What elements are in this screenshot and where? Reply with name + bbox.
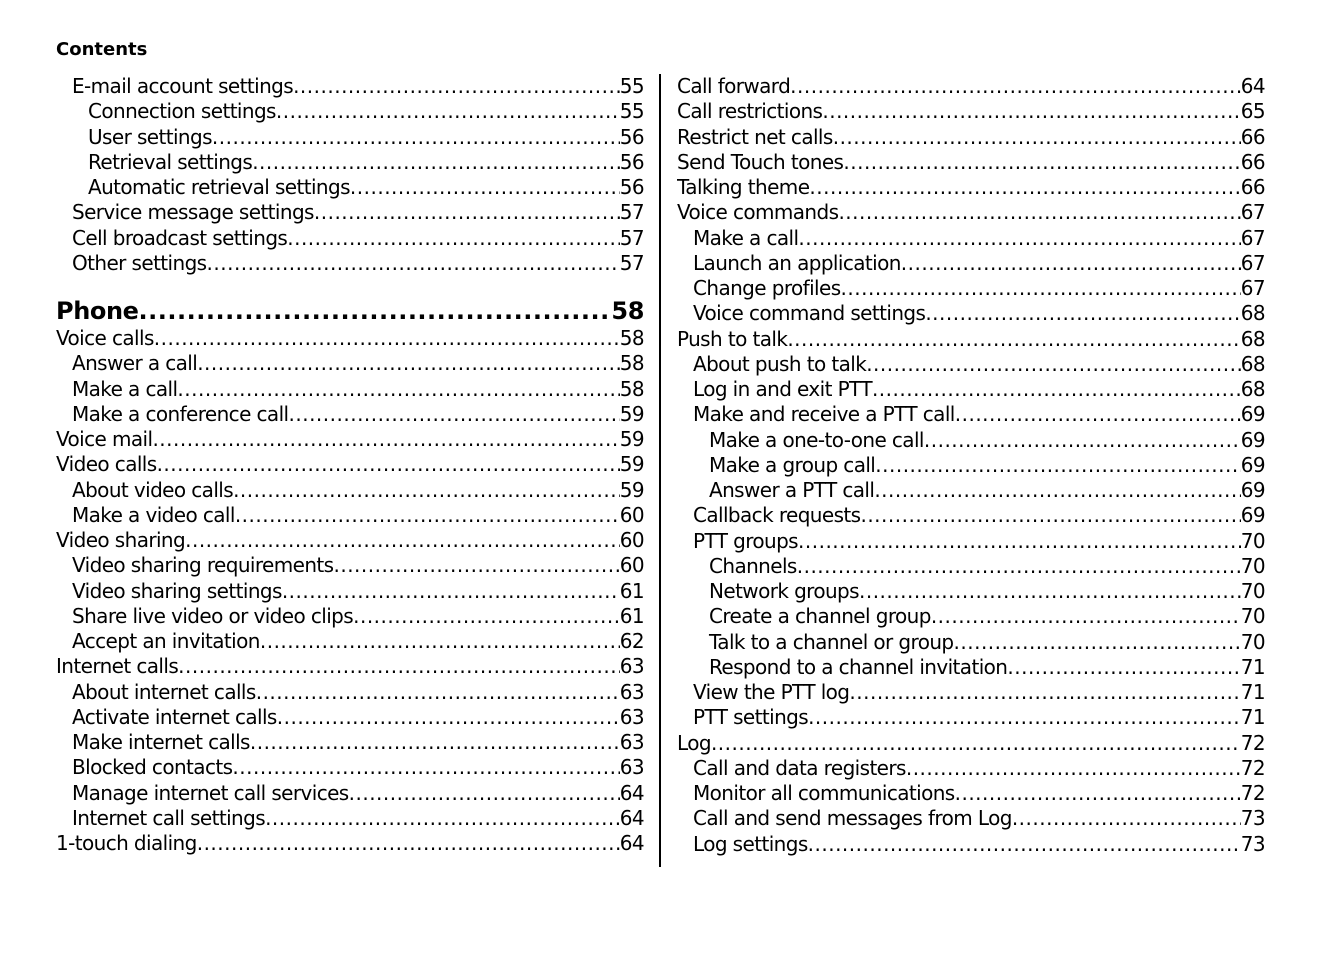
page-header-title: Contents [56,39,148,60]
toc-dot-leader [711,731,1241,756]
toc-dot-leader [154,326,620,351]
toc-entry-title: Blocked contacts [72,755,233,780]
toc-entry-title: Log [677,730,711,755]
toc-entry-page-number: 67 [1240,250,1265,275]
toc-entry-page-number: 70 [1240,553,1265,578]
toc-entry-make-a-conference-call[interactable] [56,402,644,427]
toc-entry-page-number: 70 [1240,604,1265,629]
toc-entry-change-profiles[interactable] [677,276,1265,301]
toc-dot-leader [349,781,620,806]
toc-entry-other-settings[interactable] [56,251,644,276]
toc-entry-page-number: 59 [619,427,644,451]
toc-entry-title: Log settings [693,831,808,856]
toc-entry-retrieval-settings[interactable] [56,150,644,175]
toc-dot-leader [901,251,1241,276]
toc-dot-leader [809,175,1240,200]
toc-entry-page-number: 66 [1240,124,1265,149]
toc-dot-leader [808,832,1241,857]
toc-entry-title: Channels [709,553,797,578]
toc-dot-leader [289,402,620,427]
toc-dot-leader [790,74,1241,99]
toc-entry-automatic-retrieval-settings[interactable] [56,175,644,200]
toc-entry-page-number: 70 [1240,528,1265,553]
toc-entry-send-touch-tones[interactable] [677,150,1265,175]
toc-dot-leader [235,503,620,528]
toc-entry-1-touch-dialing[interactable] [56,831,644,856]
toc-entry-page-number: 68 [1240,351,1265,376]
toc-dot-leader [955,781,1241,806]
toc-entry-page-number: 56 [619,149,644,174]
toc-entry-internet-calls[interactable] [56,654,644,679]
toc-entry-title: About video calls [72,477,234,502]
toc-chapter-phone[interactable] [56,297,644,326]
toc-dot-leader [139,297,612,326]
toc-entry-title: Monitor all communications [693,781,955,805]
toc-entry-page-number: 69 [1240,503,1265,528]
toc-entry-page-number: 73 [1240,806,1265,831]
toc-entry-video-calls[interactable] [56,452,644,477]
toc-entry-page-number: 63 [619,755,644,780]
toc-entry-monitor-all-communications[interactable] [677,781,1265,806]
toc-entry-log-in-and-exit-ptt[interactable] [677,377,1265,402]
toc-dot-leader [265,806,620,831]
toc-entry-title: 1-touch dialing [56,831,197,855]
toc-entry-connection-settings[interactable] [56,99,644,124]
toc-dot-leader [843,150,1240,175]
toc-dot-leader [333,553,619,578]
toc-entry-make-a-group-call[interactable] [677,453,1265,478]
toc-entry-page-number: 60 [619,528,644,552]
toc-entry-voice-mail[interactable] [56,427,644,452]
toc-entry-title: Restrict net calls [677,124,833,149]
toc-entry-create-a-channel-group[interactable] [677,604,1265,629]
toc-entry-page-number: 56 [619,175,644,199]
toc-entry-page-number: 59 [619,401,644,426]
toc-entry-page-number: 58 [619,351,644,376]
toc-entry-page-number: 63 [619,704,644,729]
toc-entry-cell-broadcast-settings[interactable] [56,226,644,251]
toc-dot-leader [276,99,620,124]
toc-entry-user-settings[interactable] [56,125,644,150]
toc-dot-leader [822,99,1240,124]
toc-dot-leader [849,680,1240,705]
toc-entry-make-internet-calls[interactable] [56,730,644,755]
toc-dot-leader [859,579,1241,604]
toc-entry-make-a-one-to-one-call[interactable] [677,428,1265,453]
toc-dot-leader [177,377,619,402]
toc-entry-talking-theme[interactable] [677,175,1265,200]
toc-entry-page-number: 59 [619,452,644,477]
toc-entry-page-number: 72 [1240,781,1265,805]
toc-entry-make-a-call[interactable] [56,377,644,402]
toc-entry-title: Change profiles [693,276,841,300]
toc-dot-leader [841,276,1241,301]
toc-entry-ptt-settings[interactable] [677,705,1265,730]
toc-dot-leader [260,629,620,654]
toc-dot-leader [207,251,620,276]
toc-dot-leader [1012,806,1241,831]
toc-entry-title: Log in and exit PTT [693,377,872,401]
toc-entry-call-forward[interactable] [677,74,1265,99]
toc-entry-title: Launch an application [693,250,901,275]
toc-dot-leader [277,705,620,730]
toc-entry-title: Answer a PTT call [709,478,875,502]
toc-dot-leader [833,125,1241,150]
toc-entry-page-number: 69 [1240,427,1265,452]
toc-entry-e-mail-account-settings[interactable] [56,74,644,99]
toc-entry-title: Make a call [72,376,178,401]
toc-entry-callback-requests[interactable] [677,503,1265,528]
toc-entry-video-sharing[interactable] [56,528,644,553]
toc-entry-talk-to-a-channel-or-group[interactable] [677,630,1265,655]
toc-entry-title: Make a conference call [72,401,289,426]
toc-entry-title: PTT settings [693,705,809,730]
toc-entry-title: Internet call settings [72,805,266,830]
toc-entry-title: Talking theme [677,175,810,199]
toc-entry-page-number: 64 [619,780,644,805]
toc-entry-page-number: 66 [1240,149,1265,174]
toc-dot-leader [252,150,620,175]
toc-entry-voice-commands[interactable] [677,200,1265,225]
toc-entry-video-sharing-settings[interactable] [56,579,644,604]
toc-dot-leader [798,226,1240,251]
toc-entry-page-number: 73 [1240,831,1265,856]
toc-dot-leader [233,478,620,503]
toc-entry-about-video-calls[interactable] [56,478,644,503]
toc-entry-launch-an-application[interactable] [677,251,1265,276]
toc-dot-leader [178,654,620,679]
toc-entry-title: Call and data registers [693,755,906,780]
toc-entry-page-number: 64 [619,831,644,855]
toc-dot-leader [838,200,1240,225]
toc-entry-page-number: 71 [1240,680,1265,704]
toc-entry-title: Talk to a channel or group [709,629,954,654]
toc-entry-make-a-video-call[interactable] [56,503,644,528]
toc-entry-title: Video sharing settings [72,578,282,603]
toc-entry-page-number: 63 [619,679,644,704]
toc-entry-title: Callback requests [693,503,861,528]
toc-dot-leader [350,175,620,200]
toc-entry-title: Cell broadcast settings [72,225,288,250]
toc-entry-call-restrictions[interactable] [677,99,1265,124]
toc-entry-about-push-to-talk[interactable] [677,352,1265,377]
toc-dot-leader [256,680,620,705]
toc-entry-share-live-video-or-video-clips[interactable] [56,604,644,629]
toc-entry-page-number: 69 [1240,478,1265,502]
toc-dot-leader [314,200,620,225]
toc-dot-leader [787,327,1240,352]
toc-entry-page-number: 64 [619,805,644,830]
toc-entry-title: Create a channel group [709,604,931,629]
toc-dot-leader [282,579,620,604]
toc-entry-page-number: 72 [1240,755,1265,780]
toc-entry-title: Make a video call [72,502,235,527]
toc-entry-push-to-talk[interactable] [677,327,1265,352]
toc-entry-page-number: 67 [1240,276,1265,300]
toc-entry-page-number: 61 [619,578,644,603]
toc-entry-page-number: 69 [1240,452,1265,477]
toc-entry-page-number: 55 [619,74,644,98]
toc-entry-page-number: 68 [1240,301,1265,326]
toc-dot-leader [925,301,1240,326]
toc-entry-page-number: 67 [1240,200,1265,225]
toc-entry-title: Network groups [709,579,859,603]
toc-entry-title: Make internet calls [72,730,250,754]
toc-entry-page-number: 66 [1240,175,1265,199]
toc-entry-title: Connection settings [88,99,276,124]
toc-entry-title: Video sharing requirements [72,553,334,578]
toc-entry-blocked-contacts[interactable] [56,755,644,780]
toc-entry-video-sharing-requirements[interactable] [56,553,644,578]
toc-entry-page-number: 65 [1240,99,1265,124]
toc-entry-title: Respond to a channel invitation [709,654,1008,679]
toc-dot-leader [212,125,620,150]
toc-entry-about-internet-calls[interactable] [56,680,644,705]
toc-entry-page-number: 62 [619,629,644,653]
toc-dot-leader [185,528,620,553]
toc-entry-title: Call restrictions [677,99,823,124]
toc-dot-leader [293,74,620,99]
toc-entry-voice-calls[interactable] [56,326,644,351]
toc-entry-manage-internet-call-services[interactable] [56,781,644,806]
toc-dot-leader [931,604,1241,629]
toc-entry-page-number: 55 [619,99,644,124]
toc-entry-activate-internet-calls[interactable] [56,705,644,730]
toc-entry-title: Answer a call [72,351,198,376]
toc-entry-title: Make a one-to-one call [709,427,924,452]
toc-entry-log-settings[interactable] [677,832,1265,857]
toc-dot-leader [860,503,1240,528]
toc-dot-leader [250,730,620,755]
toc-entry-title: Other settings [72,250,207,275]
toc-dot-leader [197,831,620,856]
toc-dot-leader [875,453,1240,478]
toc-dot-leader [152,427,619,452]
toc-entry-page-number: 58 [611,297,644,325]
toc-entry-ptt-groups[interactable] [677,529,1265,554]
toc-right-column [677,74,1265,857]
toc-left-column [56,74,644,856]
toc-entry-title: PTT groups [693,528,799,553]
toc-entry-page-number: 57 [619,225,644,250]
toc-entry-page-number: 58 [619,326,644,350]
toc-dot-leader [874,478,1240,503]
toc-entry-page-number: 57 [619,250,644,275]
toc-entry-page-number: 61 [619,603,644,628]
toc-dot-leader [954,630,1241,655]
toc-entry-respond-to-a-channel-invitation[interactable] [677,655,1265,680]
toc-entry-title: About internet calls [72,679,256,704]
toc-dot-leader [872,377,1241,402]
toc-entry-make-and-receive-a-ptt-call[interactable] [677,402,1265,427]
toc-entry-title: Voice command settings [693,301,926,326]
toc-entry-title: Internet calls [56,654,179,679]
toc-entry-call-and-data-registers[interactable] [677,756,1265,781]
toc-entry-page-number: 60 [619,502,644,527]
toc-entry-title: Retrieval settings [88,149,253,174]
toc-entry-page-number: 59 [619,477,644,502]
toc-entry-answer-a-call[interactable] [56,351,644,376]
toc-entry-internet-call-settings[interactable] [56,806,644,831]
toc-dot-leader [797,554,1241,579]
toc-entry-title: Activate internet calls [72,704,277,729]
toc-entry-service-message-settings[interactable] [56,200,644,225]
column-divider [659,74,661,867]
toc-entry-page-number: 70 [1240,629,1265,654]
toc-entry-title: Make a group call [709,452,876,477]
toc-entry-title: E-mail account settings [72,74,294,98]
toc-entry-title: About push to talk [693,351,867,376]
toc-dot-leader [906,756,1241,781]
toc-entry-title: Make a call [693,225,799,250]
toc-entry-answer-a-ptt-call[interactable] [677,478,1265,503]
toc-entry-title: View the PTT log [693,680,850,704]
toc-entry-page-number: 67 [1240,225,1265,250]
toc-dot-leader [955,402,1241,427]
toc-entry-title: Share live video or video clips [72,603,354,628]
toc-dot-leader [197,351,620,376]
toc-entry-title: Voice commands [677,200,839,225]
toc-entry-view-the-ptt-log[interactable] [677,680,1265,705]
toc-entry-voice-command-settings[interactable] [677,301,1265,326]
toc-entry-title: Voice calls [56,326,154,350]
toc-entry-title: Voice mail [56,427,153,451]
toc-entry-page-number: 69 [1240,402,1265,427]
toc-entry-page-number: 71 [1240,654,1265,679]
toc-entry-page-number: 57 [619,200,644,225]
toc-entry-title: Call and send messages from Log [693,806,1012,831]
toc-dot-leader [287,226,620,251]
toc-entry-title: Service message settings [72,200,314,225]
toc-dot-leader [232,755,619,780]
toc-dot-leader [353,604,620,629]
toc-entry-title: Accept an invitation [72,629,260,653]
toc-entry-page-number: 68 [1240,377,1265,401]
toc-dot-leader [866,352,1241,377]
toc-entry-title: Phone [56,297,139,325]
toc-entry-title: Video calls [56,452,157,477]
toc-entry-page-number: 71 [1240,705,1265,730]
toc-entry-page-number: 70 [1240,579,1265,603]
toc-dot-leader [157,452,620,477]
toc-entry-page-number: 58 [619,376,644,401]
toc-entry-title: Call forward [677,74,791,98]
toc-entry-title: Make and receive a PTT call [693,402,955,427]
toc-entry-page-number: 72 [1240,730,1265,755]
toc-entry-title: User settings [88,124,212,149]
toc-entry-title: Push to talk [677,326,788,351]
toc-entry-log[interactable] [677,731,1265,756]
toc-entry-page-number: 63 [619,730,644,754]
toc-entry-page-number: 63 [619,654,644,679]
toc-dot-leader [808,705,1241,730]
toc-dot-leader [798,529,1241,554]
toc-entry-network-groups[interactable] [677,579,1265,604]
toc-entry-title: Send Touch tones [677,149,844,174]
toc-entry-page-number: 64 [1240,74,1265,98]
toc-entry-restrict-net-calls[interactable] [677,125,1265,150]
toc-entry-title: Video sharing [56,528,186,552]
toc-entry-page-number: 56 [619,124,644,149]
toc-entry-page-number: 60 [619,553,644,578]
toc-entry-make-a-call[interactable] [677,226,1265,251]
toc-dot-leader [924,428,1241,453]
toc-entry-page-number: 68 [1240,326,1265,351]
toc-entry-title: Automatic retrieval settings [88,175,350,199]
toc-entry-channels[interactable] [677,554,1265,579]
toc-entry-accept-an-invitation[interactable] [56,629,644,654]
toc-entry-title: Manage internet call services [72,780,349,805]
toc-entry-call-and-send-messages-from-log[interactable] [677,806,1265,831]
toc-dot-leader [1007,655,1240,680]
